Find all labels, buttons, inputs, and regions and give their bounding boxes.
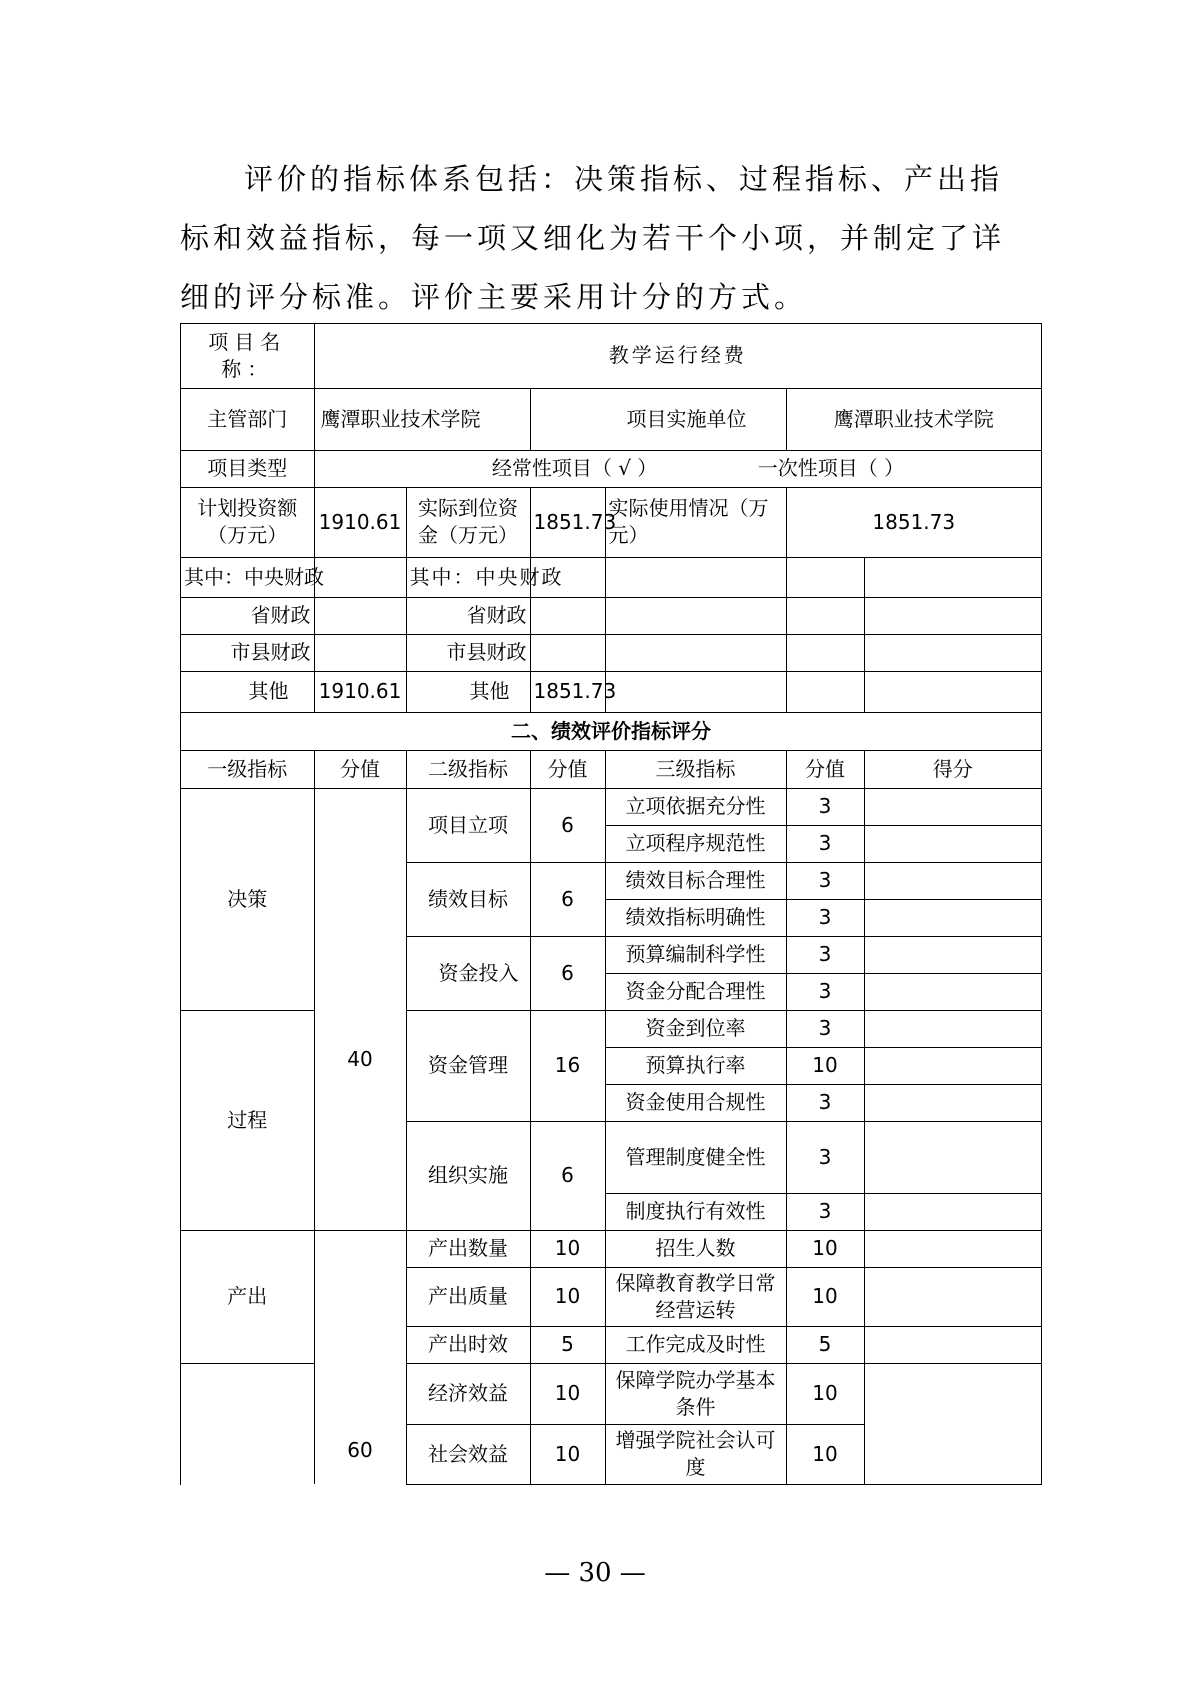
province-plan (314, 597, 406, 634)
blank-h (786, 634, 864, 671)
s3-row: 10 (786, 1363, 864, 1424)
s2-output-timeliness: 5 (530, 1326, 605, 1363)
l3-row: 保障学院办学基本条件 (605, 1363, 786, 1424)
level1-process: 过程 (181, 1010, 314, 1230)
central-finance-label: 其中：中央财政 (181, 557, 314, 597)
project-type-label: 项目类型 (181, 450, 314, 487)
s3-row: 3 (786, 1084, 864, 1121)
blank-b (786, 557, 864, 597)
l3-row: 招生人数 (605, 1230, 786, 1267)
header-level3: 三级指标 (605, 750, 786, 788)
l2-fund-input: 资金投入 (406, 936, 530, 1010)
actual-funds-label: 实际到位资金（万元） (406, 487, 530, 557)
blank-f (864, 597, 1041, 634)
l3-row: 制度执行有效性 (605, 1193, 786, 1230)
l3-row: 管理制度健全性 (605, 1121, 786, 1193)
l2-output-quality: 产出质量 (406, 1267, 530, 1326)
result-cell (864, 1193, 1041, 1230)
l3-row: 增强学院社会认可度 (605, 1424, 786, 1484)
result-cell (864, 899, 1041, 936)
level1-output: 产出 (181, 1230, 314, 1363)
impl-unit-value: 鹰潭职业技术学院 (786, 388, 1041, 450)
s2-project-approval: 6 (530, 788, 605, 862)
header-level1: 一级指标 (181, 750, 314, 788)
result-cell (864, 936, 1041, 973)
project-type-value (314, 450, 1041, 487)
header-score3: 分值 (786, 750, 864, 788)
l3-row: 工作完成及时性 (605, 1326, 786, 1363)
l3-row: 预算编制科学性 (605, 936, 786, 973)
result-cell (864, 1047, 1041, 1084)
result-cell (864, 825, 1041, 862)
s3-row: 3 (786, 825, 864, 862)
result-cell (864, 1326, 1041, 1363)
l2-performance-goal: 绩效目标 (406, 862, 530, 936)
l2-output-timeliness: 产出时效 (406, 1326, 530, 1363)
regular-project: 经常性项目（ √ ） (491, 456, 658, 480)
s3-row: 3 (786, 1121, 864, 1193)
evaluation-form (180, 323, 1042, 1485)
blank-k (786, 671, 864, 712)
section-title: 二、绩效评价指标评分 (181, 712, 1041, 750)
onetime-project: 一次性项目（ ） (757, 456, 905, 480)
header-score2: 分值 (530, 750, 605, 788)
dept-value: 鹰潭职业技术学院 (314, 388, 530, 450)
result-cell (864, 973, 1041, 1010)
s2-output-quantity: 10 (530, 1230, 605, 1267)
plan-investment-label: 计划投资额（万元） (181, 487, 314, 557)
blank-c (864, 557, 1041, 597)
other-label: 其他 (181, 671, 314, 712)
result-cell (864, 1084, 1041, 1121)
city-actual (530, 634, 605, 671)
l3-row: 立项依据充分性 (605, 788, 786, 825)
s3-row: 3 (786, 899, 864, 936)
actual-funds-value: 1851.73 (530, 487, 605, 557)
l3-row: 资金到位率 (605, 1010, 786, 1047)
l3-row: 资金使用合规性 (605, 1084, 786, 1121)
project-name-value: 教学运行经费 (314, 324, 1041, 388)
s3-row: 3 (786, 788, 864, 825)
l3-row: 绩效指标明确性 (605, 899, 786, 936)
other-label-2: 其他 (406, 671, 530, 712)
blank-j (605, 671, 786, 712)
central-finance-label-2: 其中：中央财政 (406, 557, 530, 597)
s3-row: 10 (786, 1047, 864, 1084)
s2-output-quality: 10 (530, 1267, 605, 1326)
s3-row: 10 (786, 1424, 864, 1484)
result-cell (864, 1363, 1041, 1484)
other-actual: 1851.73 (530, 671, 605, 712)
s3-row: 10 (786, 1267, 864, 1326)
dept-label: 主管部门 (181, 388, 314, 450)
header-score1: 分值 (314, 750, 406, 788)
s3-row: 5 (786, 1326, 864, 1363)
actual-usage-label: 实际使用情况（万元） (605, 487, 786, 557)
s3-row: 3 (786, 862, 864, 899)
page-number: — 30 — (544, 1558, 646, 1588)
s3-row: 3 (786, 1010, 864, 1047)
actual-usage-value: 1851.73 (786, 487, 1041, 557)
blank-a (605, 557, 786, 597)
l2-economic-benefit: 经济效益 (406, 1363, 530, 1424)
header-level2: 二级指标 (406, 750, 530, 788)
s3-row: 3 (786, 973, 864, 1010)
l2-fund-management: 资金管理 (406, 1010, 530, 1121)
l3-row: 绩效目标合理性 (605, 862, 786, 899)
s2-fund-input: 6 (530, 936, 605, 1010)
header-result: 得分 (864, 750, 1041, 788)
level1-score-40: 40 (314, 788, 406, 1230)
province-finance-label-2: 省财政 (406, 597, 530, 634)
level1-benefit (181, 1363, 314, 1484)
s2-social-benefit: 10 (530, 1424, 605, 1484)
province-finance-label: 省财政 (181, 597, 314, 634)
l2-organization: 组织实施 (406, 1121, 530, 1230)
intro-paragraph: 评价的指标体系包括：决策指标、过程指标、产出指标和效益指标，每一项又细化为若干个小项，并制定了详细的评分标准。评价主要采用计分的方式。 (180, 162, 1006, 314)
result-cell (864, 1121, 1041, 1193)
result-cell (864, 862, 1041, 899)
l2-output-quantity: 产出数量 (406, 1230, 530, 1267)
project-name-label: 项目名称： (181, 324, 314, 388)
s2-fund-management: 16 (530, 1010, 605, 1121)
city-plan (314, 634, 406, 671)
s3-row: 10 (786, 1230, 864, 1267)
other-plan: 1910.61 (314, 671, 406, 712)
city-finance-label-2: 市县财政 (406, 634, 530, 671)
blank-l (864, 671, 1041, 712)
l2-social-benefit: 社会效益 (406, 1424, 530, 1484)
s2-organization: 6 (530, 1121, 605, 1230)
city-finance-label: 市县财政 (181, 634, 314, 671)
result-cell (864, 1267, 1041, 1326)
intro-text (180, 150, 1030, 327)
result-cell (864, 788, 1041, 825)
l3-row: 预算执行率 (605, 1047, 786, 1084)
s3-row: 3 (786, 936, 864, 973)
blank-i (864, 634, 1041, 671)
s2-economic-benefit: 10 (530, 1363, 605, 1424)
l3-row: 保障教育教学日常经营运转 (605, 1267, 786, 1326)
l2-project-approval: 项目立项 (406, 788, 530, 862)
province-actual (530, 597, 605, 634)
s3-row: 3 (786, 1193, 864, 1230)
blank-d (605, 597, 786, 634)
impl-unit-label: 项目实施单位 (530, 388, 786, 450)
level1-decision: 决策 (181, 788, 314, 1010)
result-cell (864, 1010, 1041, 1047)
level1-score-60: 60 (314, 1230, 406, 1484)
blank-e (786, 597, 864, 634)
central-plan (314, 557, 406, 597)
l3-row: 资金分配合理性 (605, 973, 786, 1010)
result-cell (864, 1230, 1041, 1267)
l3-row: 立项程序规范性 (605, 825, 786, 862)
blank-g (605, 634, 786, 671)
plan-investment-value: 1910.61 (314, 487, 406, 557)
s2-performance-goal: 6 (530, 862, 605, 936)
